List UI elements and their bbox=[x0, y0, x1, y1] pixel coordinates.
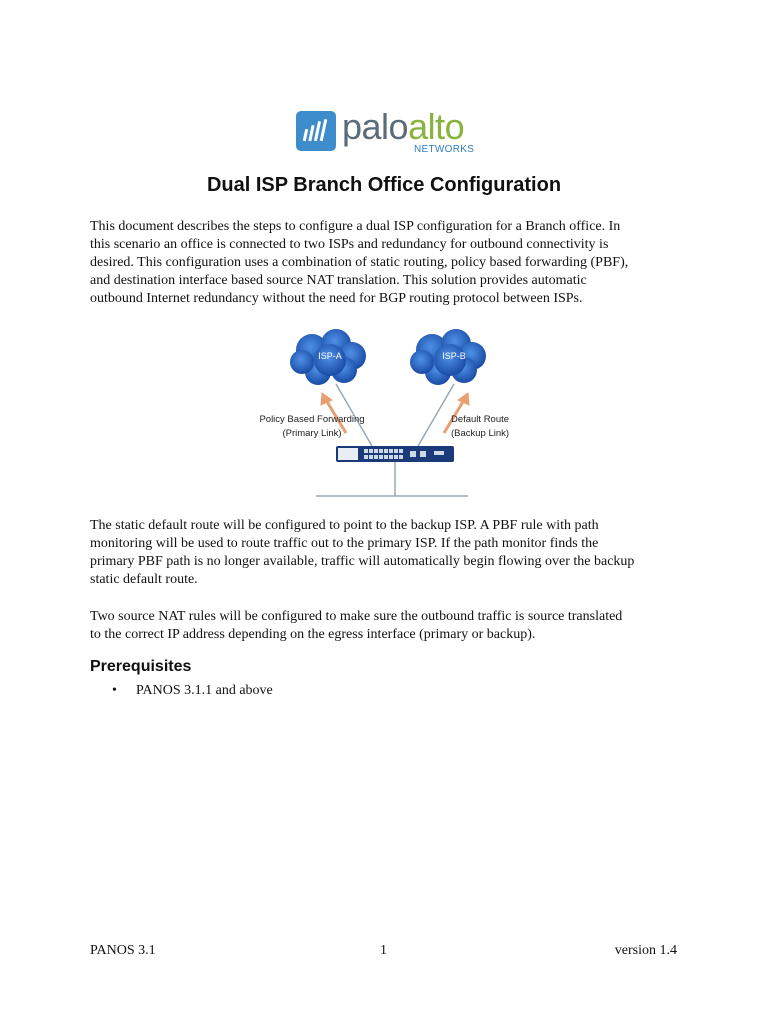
prerequisites-list bbox=[90, 682, 273, 700]
nat-paragraph bbox=[90, 608, 682, 644]
footer-left: PANOS 3.1 bbox=[90, 943, 156, 958]
logo-word-alto: alto bbox=[408, 106, 465, 147]
primary-link-label: (Primary Link) bbox=[282, 428, 342, 439]
backup-link-line bbox=[418, 384, 454, 446]
intro-line: desired. This configuration uses a combination of static routing, policy based forwarding (PBF), bbox=[90, 255, 629, 270]
network-diagram bbox=[250, 320, 520, 500]
pbf-label: Policy Based Forwarding bbox=[259, 414, 365, 425]
document-title: Dual ISP Branch Office Configuration bbox=[206, 174, 562, 196]
isp-b-label: ISP-B bbox=[442, 351, 466, 361]
prereq-item-text: PANOS 3.1.1 and above bbox=[136, 683, 273, 698]
footer-version: version 1.4 bbox=[614, 943, 677, 958]
bullet-icon: • bbox=[112, 683, 117, 698]
routing-line: monitoring will be used to route traffic out to the primary ISP. If the path monitor finds the bbox=[90, 536, 599, 551]
palo-alto-logo bbox=[296, 106, 496, 159]
routing-line: primary PBF path is no longer available, traffic will automatically begin flowing over the backup bbox=[90, 554, 635, 569]
palo-alto-logo-icon bbox=[296, 111, 336, 151]
intro-paragraph bbox=[90, 218, 682, 308]
footer-page-number: 1 bbox=[380, 943, 387, 958]
firewall-device-icon bbox=[336, 446, 454, 462]
default-route-label: Default Route bbox=[450, 414, 510, 425]
intro-line: This document describes the steps to configure a dual ISP configuration for a Branch office. In bbox=[90, 219, 621, 234]
routing-line: The static default route will be configured to point to the backup ISP. A PBF rule with path bbox=[90, 518, 599, 533]
isp-a-label: ISP-A bbox=[318, 351, 342, 361]
logo-subtitle: NETWORKS bbox=[414, 144, 475, 155]
primary-arrow-icon bbox=[321, 393, 346, 433]
intro-line: this scenario an office is connected to two ISPs and redundancy for outbound connectivity is bbox=[90, 237, 609, 252]
backup-link-label: (Backup Link) bbox=[450, 428, 510, 439]
intro-line: outbound Internet redundancy without the need for BGP routing protocol between ISPs. bbox=[90, 291, 583, 306]
list-item bbox=[90, 682, 273, 700]
intro-line: and destination interface based source NAT translation. This solution provides automatic bbox=[90, 273, 587, 288]
nat-line: to the correct IP address depending on the egress interface (primary or backup). bbox=[90, 627, 536, 642]
nat-line: Two source NAT rules will be configured to make sure the outbound traffic is source translated bbox=[90, 609, 623, 624]
backup-arrow-icon bbox=[444, 393, 469, 433]
routing-paragraph bbox=[90, 517, 682, 589]
logo-word-palo: palo bbox=[342, 106, 409, 147]
prerequisites-heading: Prerequisites bbox=[90, 658, 192, 675]
routing-line: static default route. bbox=[90, 572, 198, 587]
